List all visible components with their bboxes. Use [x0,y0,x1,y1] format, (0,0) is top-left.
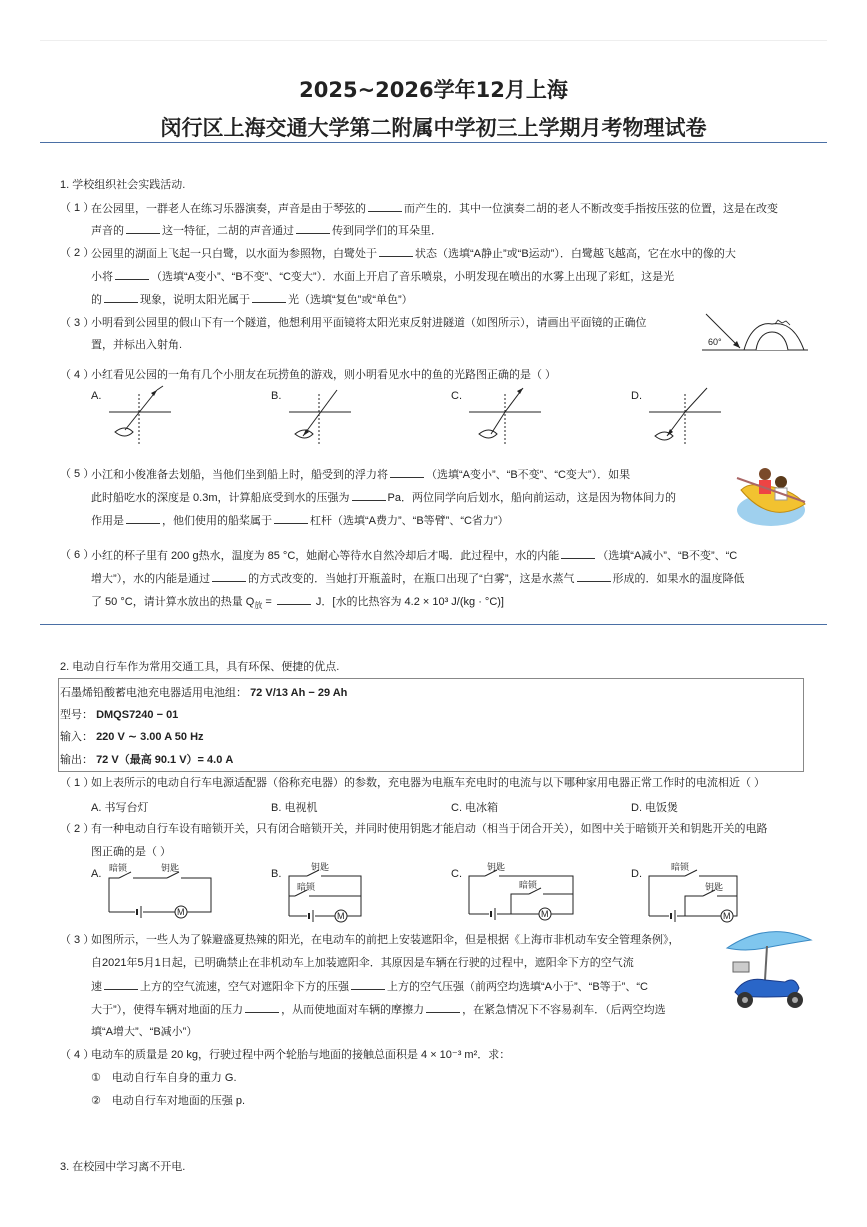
q1-p4-line1: 小红看见公园的一角有几个小朋友在玩捞鱼的游戏，则小明看见水中的鱼的光路图正确的是（ ） [91,369,557,381]
circuit-a-diagram [105,860,215,922]
q1-p6-line1: 小红的杯子里有 200 g热水，温度为 85 °C，她耐心等待水自然冷却后才喝．此过程中，水的内能 （选填“A减小”、“B不变”、“C [91,550,738,562]
spec-row-input: 输入： 220 V ∼ 3.00 A 50 Hz [60,731,204,743]
answer-blank[interactable] [115,269,149,280]
boat-image [735,460,810,532]
option-c-diagram [465,384,545,446]
tunnel-mirror-figure [700,308,812,358]
q1-p3-line2: 置，并标出入射角. [91,339,183,351]
q2-p2-option-d[interactable]: D. [631,868,642,880]
page-top-border [40,40,827,41]
answer-blank[interactable] [561,548,595,559]
q2-p2-line2: 图正确的是（ ） [91,846,172,858]
answer-blank[interactable] [104,292,138,303]
answer-blank[interactable] [104,979,138,990]
svg-text:钥匙: 钥匙 [311,862,330,872]
svg-text:M: M [723,911,731,921]
q1-p2-line1: 公园里的湖面上飞起一只白鹭，以水面为参照物，白鹭处于 状态（选填“A静止”或“B运动”）．白鹭越飞越高，它在水中的像的大 [91,248,736,260]
q1-p3-number: （ 3 ） [60,317,95,329]
q2-p4-number: （ 4 ） [60,1049,95,1061]
svg-text:M: M [541,909,549,919]
section-divider [40,624,827,625]
q2-p1-line1: 如上表所示的电动自行车电源适配器（俗称充电器）的参数，充电器为电瓶车充电时的电流与以下哪种家用电器正常工作时的电流相近（ ） [91,777,766,789]
answer-blank[interactable] [274,513,308,524]
q1-p4-option-b[interactable]: B. [271,390,282,402]
q1-p6-line3: 了 50 °C，请计算水放出的热量 $Q_放 = J$．[水的比热容为 4.2 × 10³ J/(kg · °C)] [91,596,504,611]
q2-p3-line2: 自2021年5月1日起，已明确禁止在非机动车上加装遮阳伞．其原因是车辆在行驶的过程中，遮阳伞下方的空气流 [91,957,634,969]
option-d-diagram [645,384,725,446]
q2-p1-number: （ 1 ） [60,777,95,789]
spec-row-model: 型号： DMQS7240 − 01 [60,709,179,721]
answer-blank[interactable] [245,1002,279,1013]
q2-p3-line4: 大于”），使得车辆对地面的压力 ，从而使地面对车辆的摩擦力 ，在紧急情况下不容易刹车．（后两空均选 [91,1004,666,1016]
q2-p4-sub2: ② 电动自行车对地面的压强 p. [91,1095,246,1107]
q2-p3-line1: 如图所示，一些人为了躲避盛夏热辣的阳光，在电动车的前把上安装遮阳伞，但是根据《上海市非机动车安全管理条例》， [91,934,680,946]
q1-p2-line3: 的 现象，说明太阳光属于 光（选填“复色”或“单色”） [91,294,413,306]
q1-stem: 1. 学校组织社会实践活动. [60,179,186,191]
option-b-diagram [285,384,355,446]
q1-p1-line1: 在公园里，一群老人在练习乐器演奏，声音是由于琴弦的 而产生的．其中一位演奏二胡的老人不断改变手指按压弦的位置，这是在改变 [91,203,778,215]
q2-p1-option-c[interactable]: C. 电冰箱 [451,802,499,814]
answer-blank[interactable] [351,979,385,990]
q2-p1-option-a[interactable]: A. 书写台灯 [91,802,149,814]
q1-p5-number: （ 5 ） [60,468,95,480]
q2-p2-option-b[interactable]: B. [271,868,282,880]
svg-text:暗锁: 暗锁 [109,863,128,873]
option-a-diagram [105,384,175,446]
answer-blank[interactable] [296,223,330,234]
circuit-d-diagram [645,860,741,922]
svg-text:暗锁: 暗锁 [297,882,316,892]
answer-blank[interactable] [577,571,611,582]
page-title-line2: 闵行区上海交通大学第二附属中学初三上学期月考物理试卷 [160,116,707,140]
svg-text:M: M [337,911,345,921]
q1-p3-line1: 小明看到公园里的假山下有一个隧道，他想利用平面镜将太阳光束反射进隧道（如图所示），请画出平面镜的正确位 [91,317,647,329]
q2-p2-line1: 有一种电动自行车设有暗锁开关，只有闭合暗锁开关，并同时使用钥匙才能启动（相当于闭合开关），如图中关于暗锁开关和钥匙开关的电路 [91,823,768,835]
q2-p4-sub1: ① 电动自行车自身的重力 G. [91,1072,237,1084]
answer-blank[interactable] [252,292,286,303]
q2-p3-line5: 填“A增大”、“B减小”） [91,1026,198,1038]
q3-stem: 3. 在校园中学习离不开电. [60,1161,186,1173]
answer-blank[interactable] [368,201,402,212]
q1-p2-line2: 小将 （选填“A变小”、“B不变”、“C变大”）．水面上开启了音乐喷泉，小明发现在喷出的水雾上出现了彩虹，这是光 [91,271,675,283]
svg-text:暗锁: 暗锁 [671,862,690,872]
q1-p1-line2: 声音的 这一特征，二胡的声音通过 传到同学们的耳朵里． [91,225,442,237]
q1-p4-option-a[interactable]: A. [91,390,102,402]
scooter-umbrella-image [725,926,813,1014]
svg-text:暗锁: 暗锁 [519,880,538,890]
answer-blank[interactable] [126,513,160,524]
spec-row-battery: 石墨烯铅酸蓄电池充电器适用电池组： 72 V/13 Ah − 29 Ah [60,687,348,699]
q1-p6-line2: 增大”），水的内能是通过 的方式改变的．当她打开瓶盖时，在瓶口出现了“白雾”，这是水蒸气 形成的．如果水的温度降低 [91,573,745,585]
q1-p4-option-d[interactable]: D. [631,390,642,402]
answer-blank[interactable] [352,490,386,501]
q2-p2-number: （ 2 ） [60,823,95,835]
q1-p1-number: （ 1 ） [60,202,95,214]
q1-p5-line1: 小江和小俊准备去划船，当他们坐到船上时，船受到的浮力将 （选填“A变小”、“B不变”、“C变大”）．如果 [91,469,631,481]
answer-blank[interactable] [277,594,311,605]
q2-p3-number: （ 3 ） [60,934,95,946]
title-divider [40,142,827,143]
q1-p2-number: （ 2 ） [60,247,95,259]
page-title-line1: 2025~2026学年12月上海 [299,78,568,102]
q1-p5-line3: 作用是 ，他们使用的船桨属于 杠杆（选填“A费力”、“B等臂”、“C省力”） [91,515,509,527]
q2-p2-option-c[interactable]: C. [451,868,462,880]
answer-blank[interactable] [379,246,413,257]
q1-p4-option-c[interactable]: C. [451,390,462,402]
q2-p1-option-b[interactable]: B. 电视机 [271,802,318,814]
q2-stem: 2. 电动自行车作为常用交通工具，具有环保、便捷的优点. [60,661,340,673]
q1-p6-number: （ 6 ） [60,549,95,561]
svg-text:钥匙: 钥匙 [487,862,506,872]
q2-p1-option-d[interactable]: D. 电饭煲 [631,802,679,814]
answer-blank[interactable] [390,467,424,478]
svg-text:钥匙: 钥匙 [161,863,180,873]
answer-blank[interactable] [212,571,246,582]
q2-p3-line3: 速 上方的空气流速，空气对遮阳伞下方的压强 上方的空气压强（前两空均选填“A小于”、“B等于”、“C [91,981,648,993]
svg-text:钥匙: 钥匙 [705,882,724,892]
angle-label: 60° [708,337,722,347]
svg-text:M: M [177,907,185,917]
answer-blank[interactable] [426,1002,460,1013]
answer-blank[interactable] [126,223,160,234]
circuit-b-diagram [285,860,375,922]
circuit-c-diagram [465,860,577,922]
q2-p2-option-a[interactable]: A. [91,868,102,880]
q2-p4-line1: 电动车的质量是 20 kg，行驶过程中两个轮胎与地面的接触总面积是 4 × 10⁻³ m²．求： [91,1049,511,1061]
q1-p4-number: （ 4 ） [60,369,95,381]
spec-row-output: 输出： 72 V（最高 90.1 V）= 4.0 A [60,754,234,766]
q1-p5-line2: 此时船吃水的深度是 0.3m，计算船底受到水的压强为 Pa．两位同学向后划水，船向前运动，这是因为物体间力的 [91,492,676,504]
